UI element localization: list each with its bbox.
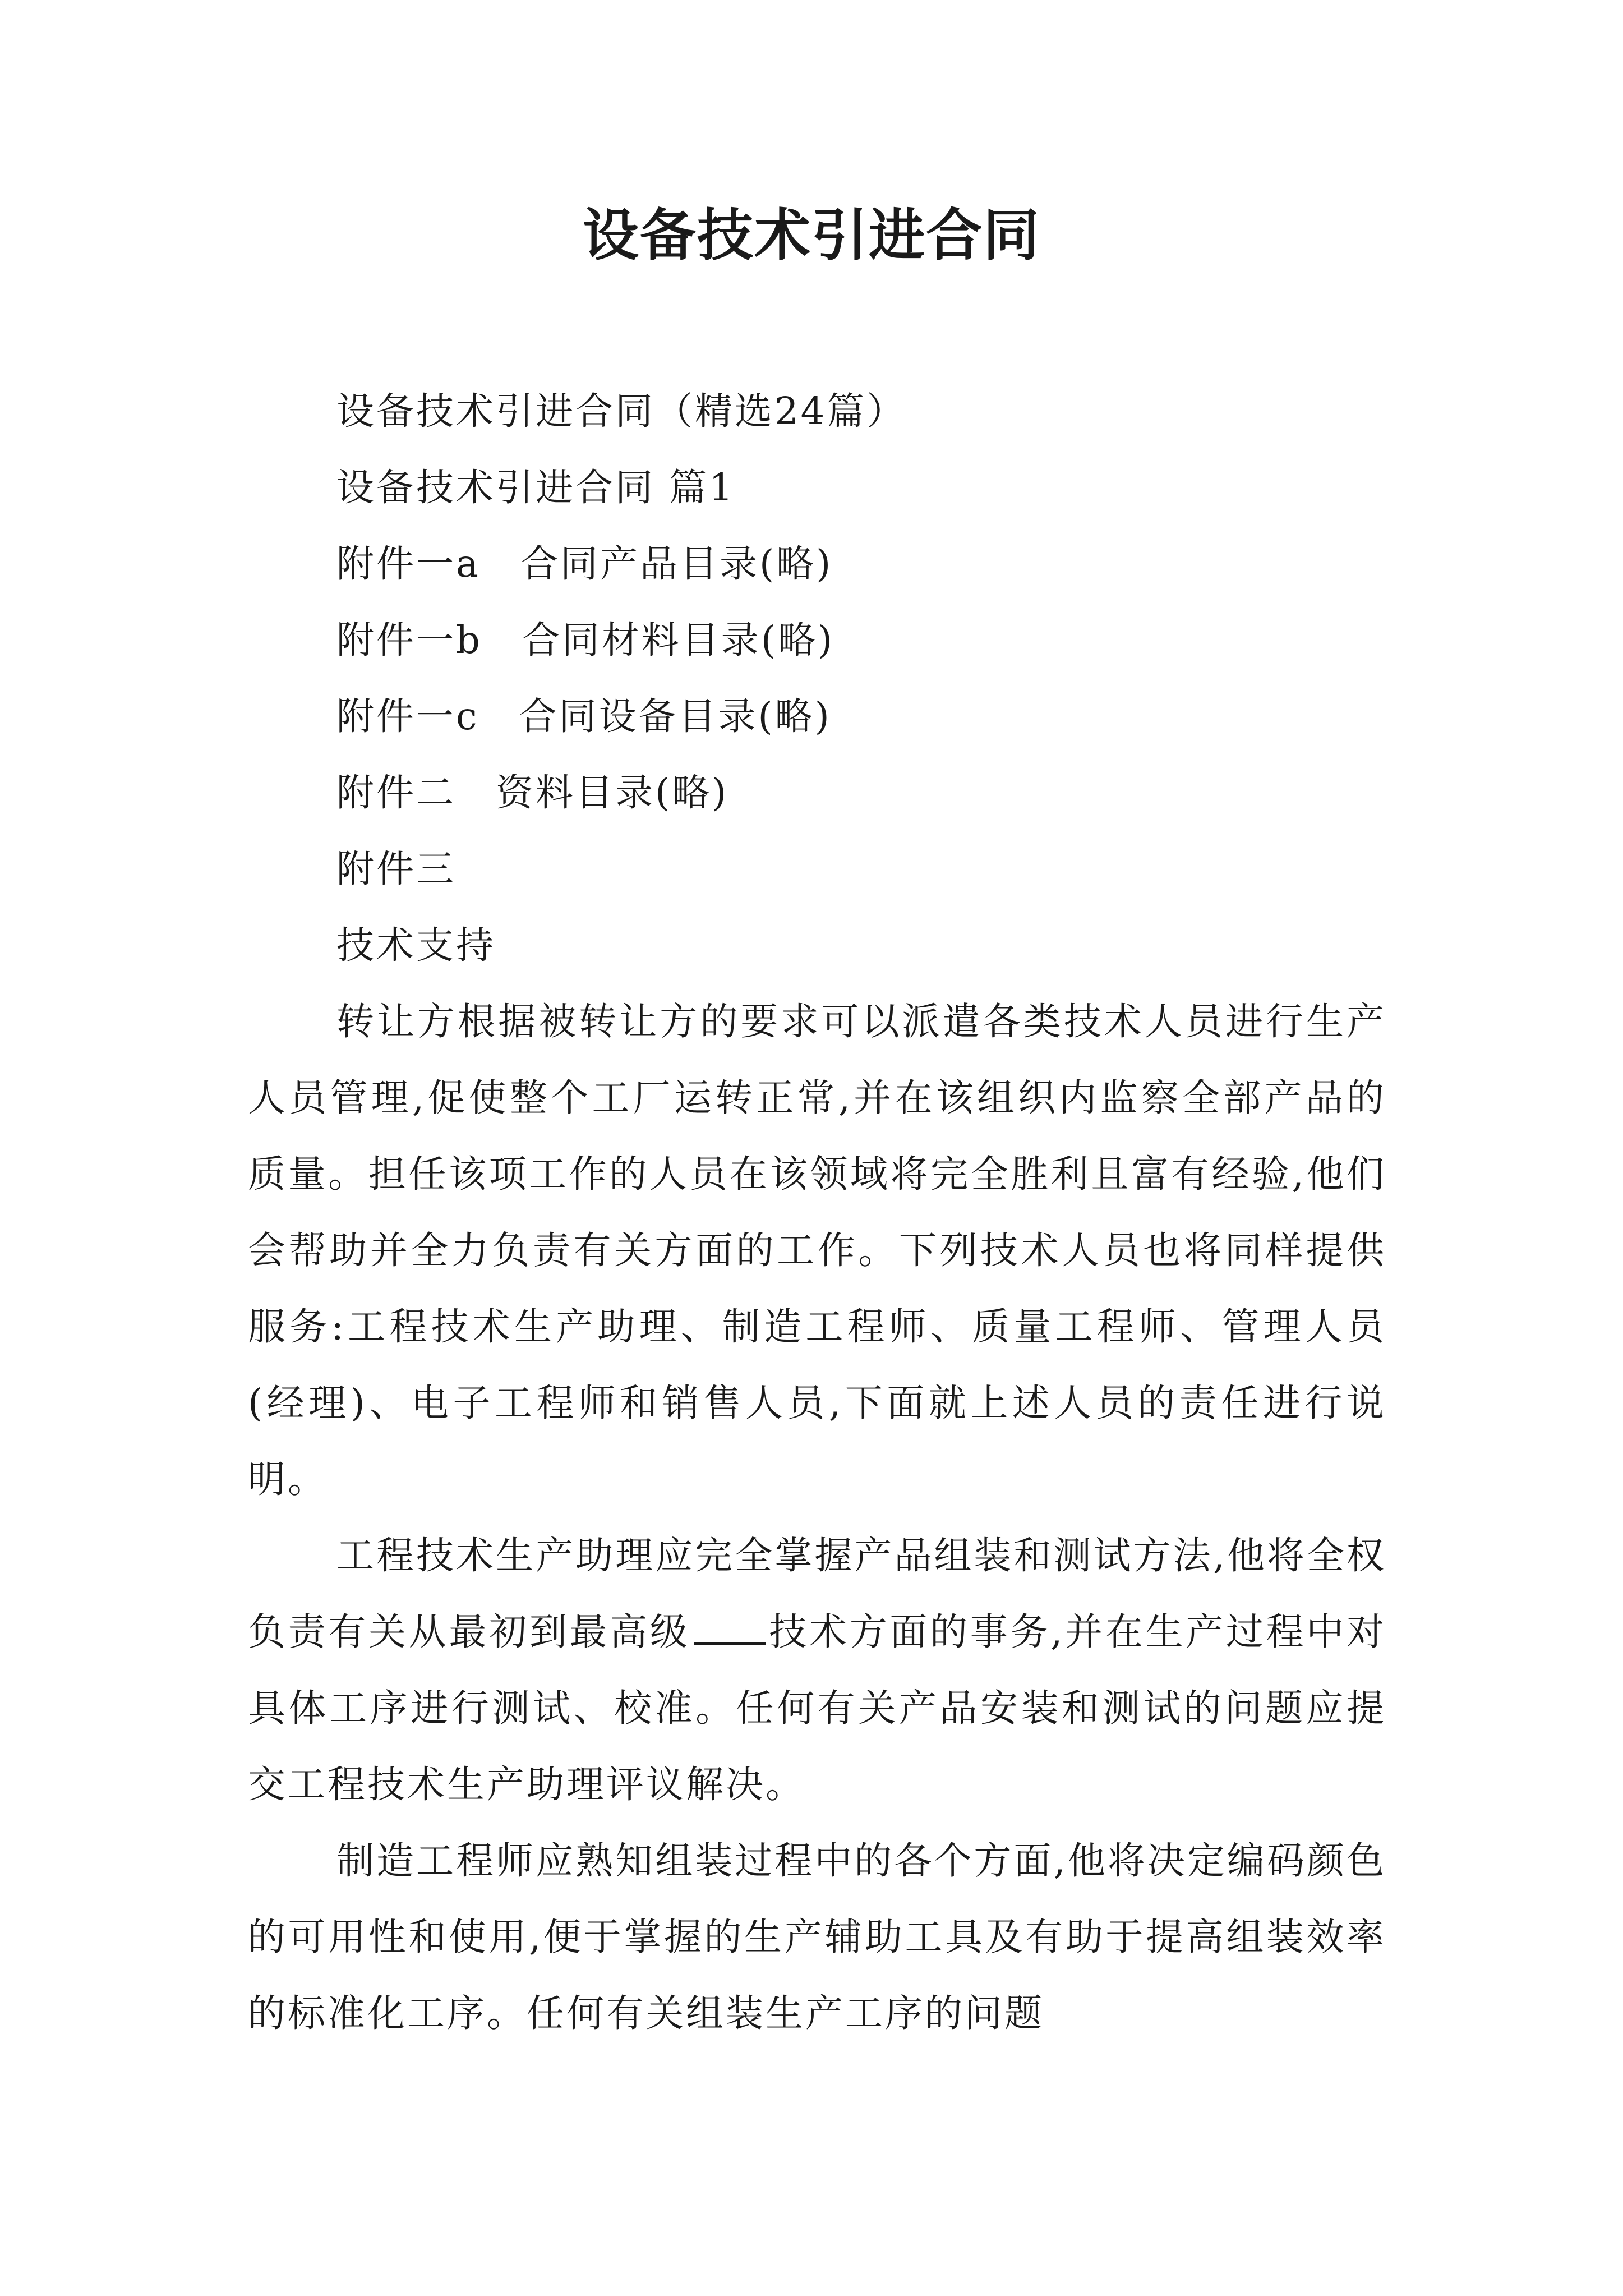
document-body <box>248 373 1386 2051</box>
technical-support-heading: 技术支持 <box>336 923 496 967</box>
section-heading: 设备技术引进合同 篇1 <box>336 466 735 509</box>
paragraph-manufacturing-engineer: 制造工程师应熟知组装过程中的各个方面,他将决定编码颜色的可用性和使用,便于掌握的生产辅助工具及有助于提高组装效率的标准化工序。任何有关组装生产工序的问题 <box>248 1839 1386 2035</box>
paragraph-text-after-blank: 技术方面的事务,并在生产过程中对具体工序进行测试、校准。任何有关产品安装和测试的问题应提交工程技术生产助理评议解决。 <box>248 1610 1387 1806</box>
attachment-1a: 附件一a 合同产品目录(略) <box>336 542 833 586</box>
attachment-2: 附件二 资料目录(略) <box>336 771 729 815</box>
paragraph-transferor-staff: 转让方根据被转让方的要求可以派遣各类技术人员进行生产人员管理,促使整个工厂运转正常,并在该组织内监察全部产品的质量。担任该项工作的人员在该领域将完全胜利且富有经验,他们会帮助并全力负责有关方面的工作。下列技术人员也将同样提供服务:工程技术生产助理、制造工程师、质量工程师、管理人员(经理)、电子工程师和销售人员,下面就上述人员的责任进行说明。 <box>248 1000 1386 1501</box>
paragraph-text-before-blank: 工程技术生产助理应完全掌握产品组装和测试方法,他将全权负责有关从最初到最高级 <box>248 1534 1386 1654</box>
fill-in-blank <box>694 1609 766 1645</box>
collection-heading: 设备技术引进合同（精选24篇） <box>336 389 907 433</box>
paragraph-production-assistant <box>248 1517 1386 1823</box>
attachment-1b: 附件一b 合同材料目录(略) <box>336 618 835 662</box>
attachment-1c: 附件一c 合同设备目录(略) <box>336 694 832 738</box>
document-title: 设备技术引进合同 <box>583 203 1040 268</box>
attachment-3: 附件三 <box>336 847 456 891</box>
